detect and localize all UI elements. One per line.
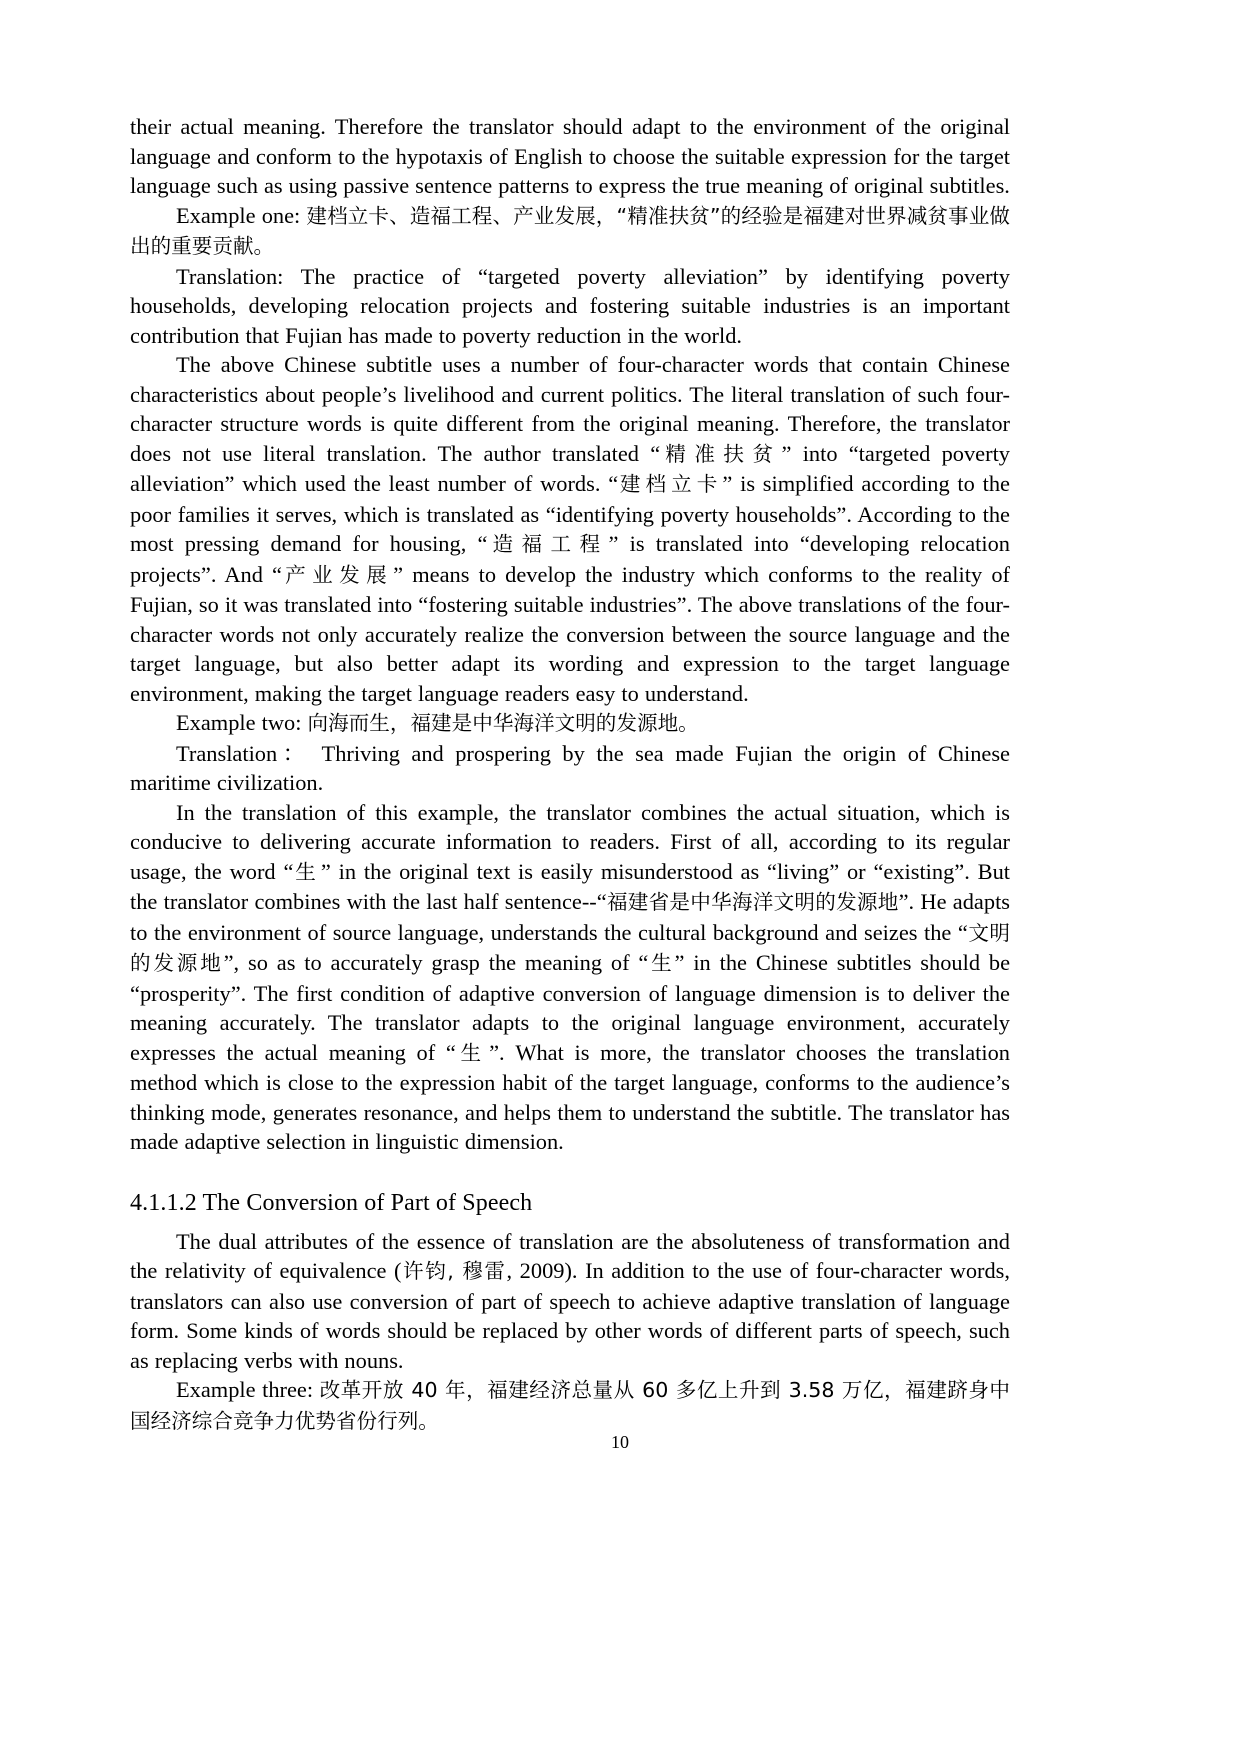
analysis-one-segment-8: ” means to develop the industry which conforms to the reality of Fujian, so it was translated into “fostering suitable industries”. The above translations of the four-character words not only accurately realize the conversion between the source language and the target language, but also better adapt its wording and expression to the target language environment, making the target language readers easy to understand. xyxy=(130,561,1010,706)
analysis-one-segment-0: The above Chinese subtitle uses a number of four-character words that contain Chinese characteristics about people’s livelihood and current politics. The literal translation of such four-character structure words is quite different from the original meaning. Therefore, the translator does not use literal translation. The author translated “ xyxy=(130,352,1010,466)
paragraph-continued-intro: their actual meaning. Therefore the translator should adapt to the environment of the original language and conform to the hypotaxis of English to choose the suitable expression for the target language such as using passive sentence patterns to express the true meaning of original subtitles. xyxy=(130,114,1010,198)
analysis-two-segment-7: 生 xyxy=(648,951,675,975)
analysis-two-segment-10: ”. What is more, the translator chooses the translation method which is close to the expression habit of the target language, conforms to the audience’s thinking mode, generates resonance, and helps them to understand the subtitle. The translator has made adaptive selection in linguistic dimension. xyxy=(130,1039,1011,1154)
page-body-column xyxy=(130,112,1010,1436)
analysis-one-segment-3: 建档立卡 xyxy=(618,472,723,496)
analysis-two-segment-5: 文明的发源地 xyxy=(130,920,1011,975)
example-two-label: Example two: xyxy=(176,710,302,735)
analysis-two-segment-8: ” in the Chinese subtitles should be “prosperity”. The first condition of adaptive conversion of language dimension is to deliver the meaning accurately. The translator adapts to the original language environment, accurately expresses the actual meaning of “ xyxy=(130,950,1011,1065)
section-heading-4-1-1-2: 4.1.1.2 The Conversion of Part of Speech xyxy=(130,1189,533,1216)
analysis-one-segment-5: 造福工程 xyxy=(487,532,609,556)
analysis-one-segment-4: ” is simplified according to the poor families it serves, which is translated as “identifying poverty households”. According to the most pressing demand for housing, “ xyxy=(130,471,1010,556)
paragraph-example-one xyxy=(130,201,1010,262)
paragraph-part-of-speech xyxy=(130,1227,1010,1376)
part-of-speech-segment-1: 许钧, 穆雷 xyxy=(401,1259,507,1283)
analysis-one-segment-7: 产业发展 xyxy=(282,562,394,587)
analysis-two-segment-4: ”. He adapts to the environment of source language, understands the cultural background and seizes the “ xyxy=(130,889,1011,945)
page-number: 10 xyxy=(611,1432,629,1452)
analysis-two-segment-3: 福建省是中华海洋文明的发源地 xyxy=(606,890,899,914)
analysis-two-segment-1: 生 xyxy=(293,859,321,884)
paragraph-translation-two: Translation： Thriving and prospering by the sea made Fujian the origin of Chinese maritime civilization. xyxy=(130,740,1010,795)
part-of-speech-segment-0: The dual attributes of the essence of translation are the absoluteness of transformation and the relativity of equivalence ( xyxy=(130,1228,1010,1283)
analysis-two-segment-9: 生 xyxy=(455,1040,490,1065)
example-one-label: Example one: xyxy=(176,202,301,228)
paragraph-example-two xyxy=(130,708,1010,739)
paragraph-example-three xyxy=(130,1375,1010,1436)
example-two-chinese: 向海而生，福建是中华海洋文明的发源地。 xyxy=(307,711,699,735)
part-of-speech-segment-2: , 2009). In addition to the use of four-character words, translators can also use conversion of part of speech to achieve adaptive translation of language form. Some kinds of words should be replaced by other words of different parts of speech, such as replacing verbs with nouns. xyxy=(130,1258,1010,1373)
analysis-one-segment-6: ” is translated into “developing relocation projects”. And “ xyxy=(130,531,1011,587)
analysis-two-segment-2: ” in the original text is easily misunderstood as “living” or “existing”. But the translator combines with the last half sentence--“ xyxy=(130,858,1011,914)
paragraph-translation-one: Translation: The practice of “targeted poverty alleviation” by identifying poverty households, developing relocation projects and fostering suitable industries is an important contribution that Fujian has made to poverty reduction in the world. xyxy=(130,263,1010,348)
paragraph-analysis-two xyxy=(130,798,1010,1157)
analysis-one-segment-1: 精准扶贫 xyxy=(660,441,782,466)
analysis-two-segment-6: ”, so as to accurately grasp the meaning of “ xyxy=(223,950,649,975)
example-three-label: Example three: xyxy=(176,1377,314,1402)
paragraph-analysis-one xyxy=(130,350,1010,708)
analysis-one-segment-2: ” into “targeted poverty alleviation” which used the least number of words. “ xyxy=(130,440,1010,496)
example-three-chinese: 改革开放 40 年，福建经济总量从 60 多亿上升到 3.58 万亿，福建跻身中国经济综合竞争力优势省份行列。 xyxy=(130,1378,1010,1433)
example-one-chinese: 建档立卡、造福工程、产业发展，“精准扶贫”的经验是福建对世界减贫事业做出的重要贡献。 xyxy=(130,203,1010,258)
analysis-two-segment-0: In the translation of this example, the translator combines the actual situation, which is conducive to delivering accurate information to readers. First of all, according to its regular usage, the word “ xyxy=(130,799,1010,884)
